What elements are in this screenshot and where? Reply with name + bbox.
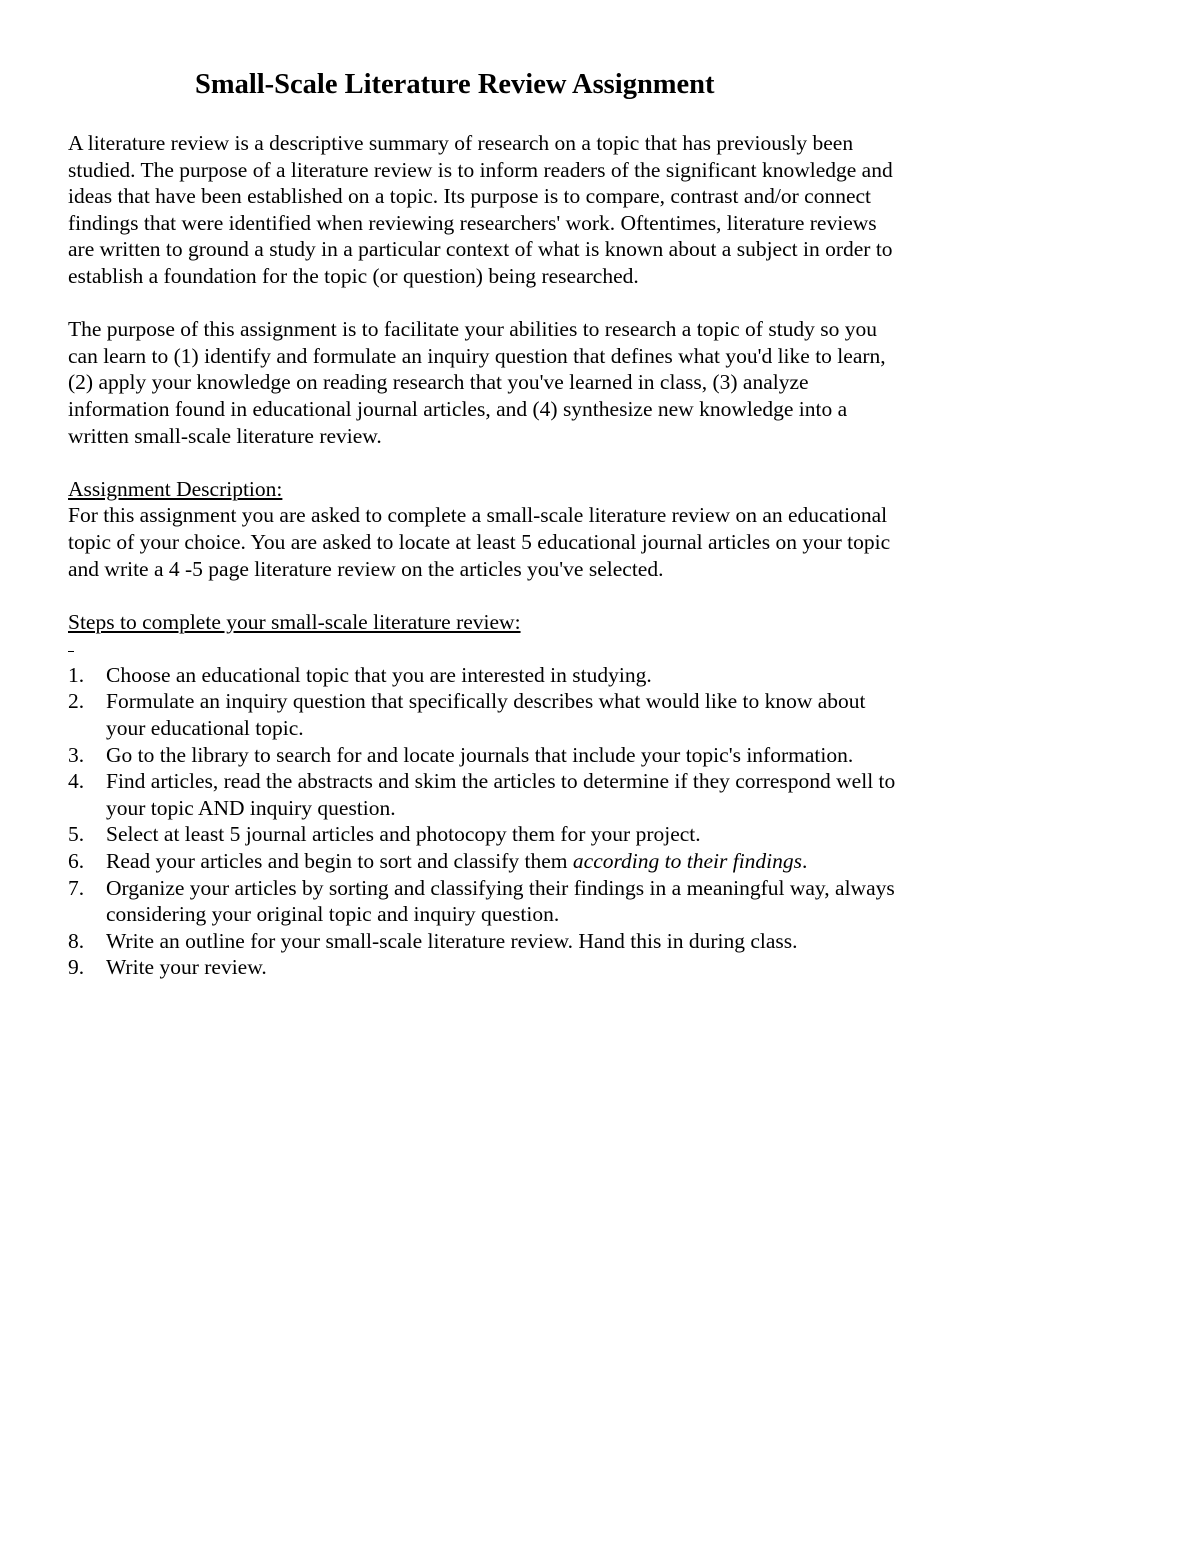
step-text-after: . [802, 849, 808, 874]
step-text: Organize your articles by sorting and classifying their findings in a meaningful way, always considering your original topic and inquiry question. [106, 875, 895, 927]
step-text: Formulate an inquiry question that specifically describes what would like to know about your educational topic. [106, 689, 866, 741]
step-text: Find articles, read the abstracts and skim the articles to determine if they correspond well to your topic AND inquiry question. [106, 769, 896, 820]
step-text: Choose an educational topic that you are interested in studying. [106, 662, 652, 687]
step-text: Write an outline for your small-scale literature review. Hand this in during class. [106, 928, 798, 953]
intro-paragraph: A literature review is a descriptive summary of research on a topic that has previously been studied. The purpose of a literature review is to inform readers of the significant knowledge and ideas that have been established on a topic. Its purpose is to compare, contrast and/or connect findings that were identified when reviewing researchers' work. Oftentimes, literature reviews are written to ground a study in a particular context of what is known about a subject in order to establish a foundation for the topic (or question) being researched. [68, 131, 893, 288]
step-number: 9. [68, 955, 85, 980]
purpose-paragraph: The purpose of this assignment is to facilitate your abilities to research a topic of study so you can learn to (1) identify and formulate an inquiry question that defines what you'd like to learn, (2) apply your knowledge on reading research that you've learned in class, (3) analyze information found in educational journal articles, and (4) synthesize new knowledge into a written small-scale literature review. [68, 317, 886, 448]
step-number: 6. [68, 849, 85, 874]
step-number: 2. [68, 689, 85, 714]
list-item [68, 875, 908, 928]
step-number: 5. [68, 822, 85, 847]
step-number: 7. [68, 875, 85, 900]
step-number: 8. [68, 928, 85, 953]
stray-underline-mark [68, 635, 908, 662]
list-item [68, 768, 908, 821]
document-page [68, 62, 908, 981]
assignment-description-paragraph: For this assignment you are asked to complete a small-scale literature review on an educational topic of your choice. You are asked to locate at least 5 educational journal articles on your topic and write a 4 -5 page literature review on the articles you've selected. [68, 503, 891, 581]
step-text: Select at least 5 journal articles and photocopy them for your project. [106, 822, 701, 847]
steps-list [68, 662, 908, 981]
step-text [106, 848, 908, 875]
step-text: Go to the library to search for and locate journals that include your topic's information. [106, 742, 854, 767]
step-number: 4. [68, 769, 85, 794]
list-item [68, 821, 908, 848]
step-number: 3. [68, 742, 85, 767]
step-text-emphasis: according to their findings [572, 849, 803, 874]
step-text: Write your review. [106, 955, 267, 980]
assignment-description-heading: Assignment Description: [68, 476, 283, 501]
list-item [68, 928, 908, 955]
list-item [68, 848, 908, 875]
list-item [68, 954, 908, 981]
step-number: 1. [68, 662, 85, 687]
list-item [68, 688, 908, 741]
step-text-main: Read your articles and begin to sort and classify them [106, 849, 573, 874]
steps-heading: Steps to complete your small-scale literature review: [68, 609, 521, 634]
document-title: Small-Scale Literature Review Assignment [195, 69, 715, 100]
list-item [68, 742, 908, 769]
list-item [68, 662, 908, 689]
